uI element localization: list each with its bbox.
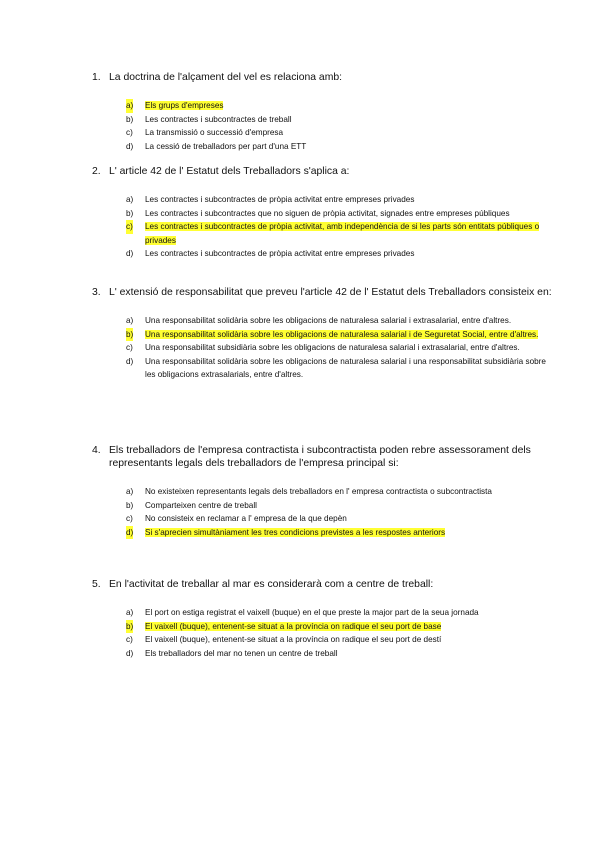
option-4d <box>92 526 552 540</box>
option-text: Els treballadors del mar no tenen un centre de treball <box>145 648 338 658</box>
option-letter: b) <box>126 620 133 634</box>
option-1a <box>92 99 552 113</box>
option-text: El port on estiga registrat el vaixell (buque) en el que preste la major part de la seua jornada <box>145 608 479 617</box>
option-3a <box>92 314 552 328</box>
question-number: 4. <box>92 445 101 456</box>
option-letter: b) <box>126 208 134 218</box>
option-letter: d) <box>126 141 134 151</box>
question-text: La doctrina de l'alçament del vel es relaciona amb: <box>109 72 343 83</box>
option-1b <box>92 113 552 127</box>
option-letter: b) <box>126 114 134 124</box>
option-4b <box>92 499 552 513</box>
option-2d <box>92 247 552 261</box>
option-letter: a) <box>126 316 134 325</box>
question-number: 3. <box>92 287 101 298</box>
question-text: L' article 42 de l' Estatut dels Treballadors s'aplica a: <box>109 166 350 177</box>
option-text-highlighted: El vaixell (buque), entenent-se situat a la província on radique el seu port de base <box>145 621 442 631</box>
option-letter: a) <box>126 99 133 113</box>
question-3 <box>92 286 552 382</box>
option-4c <box>92 512 552 526</box>
option-text: Comparteixen centre de treball <box>145 500 257 510</box>
option-2a <box>92 193 552 207</box>
option-text: El vaixell (buque), entenent-se situat a la província on radique el seu port de destí <box>145 635 442 644</box>
option-2b <box>92 207 552 221</box>
option-letter: a) <box>126 608 134 617</box>
option-list <box>92 314 552 382</box>
option-letter: c) <box>126 343 133 352</box>
option-4a <box>92 485 552 499</box>
option-text-highlighted: Si s'aprecien simultàniament les tres condicions previstes a les respostes anteriors <box>145 527 446 537</box>
option-letter: d) <box>126 356 134 366</box>
question-2 <box>92 165 552 261</box>
option-letter: c) <box>126 635 133 644</box>
option-text: No consisteix en reclamar a l' empresa de la que depèn <box>145 514 347 523</box>
option-letter: a) <box>126 195 134 204</box>
option-text: Les contractes i subcontractes de treball <box>145 114 292 124</box>
question-number: 1. <box>92 72 101 83</box>
option-5b <box>92 620 552 634</box>
option-letter: d) <box>126 648 134 658</box>
option-text: No existeixen representants legals dels treballadors en l' empresa contractista o subcontractista <box>145 487 492 496</box>
option-letter: c) <box>126 128 133 137</box>
option-1d <box>92 140 552 154</box>
option-letter: c) <box>126 220 133 234</box>
option-text-highlighted: Els grups d'empreses <box>145 101 224 110</box>
question-text: En l'activitat de treballar al mar es considerarà com a centre de treball: <box>109 579 434 590</box>
option-letter: a) <box>126 487 134 496</box>
option-2c <box>92 220 552 247</box>
option-5d <box>92 647 552 661</box>
option-list <box>92 99 552 153</box>
option-text: Les contractes i subcontractes de pròpia activitat entre empreses privades <box>145 195 415 204</box>
option-list <box>92 193 552 261</box>
question-header <box>92 286 552 299</box>
option-letter: b) <box>126 500 134 510</box>
option-letter: c) <box>126 514 133 523</box>
option-text: La transmissió o successió d'empresa <box>145 128 284 137</box>
option-text: Les contractes i subcontractes de pròpia activitat entre empreses privades <box>145 249 415 258</box>
option-text-highlighted: Una responsabilitat solidària sobre les obligacions de naturalesa salarial i de Seguretat Social, entre d'altres. <box>145 329 539 339</box>
question-header <box>92 444 552 470</box>
question-number: 5. <box>92 579 101 590</box>
option-list <box>92 606 552 660</box>
option-text: La cessió de treballadors per part d'una ETT <box>145 141 307 151</box>
question-1 <box>92 71 552 153</box>
question-number: 2. <box>92 166 101 177</box>
option-letter: b) <box>126 328 133 342</box>
option-letter: d) <box>126 526 133 540</box>
option-1c <box>92 126 552 140</box>
option-text: Una responsabilitat solidària sobre les obligacions de naturalesa salarial i una responsabilitat subsidiària sobre les obligacions extrasalarials, entre d'altres. <box>145 356 546 379</box>
question-text: Els treballadors de l'empresa contractista i subcontractista poden rebre assessorament dels representants legals dels treballadors de l'empresa principal si: <box>109 445 531 469</box>
option-text: Les contractes i subcontractes que no siguen de pròpia activitat, signades entre empreses públiques <box>145 208 510 218</box>
option-text-highlighted: Les contractes i subcontractes de pròpia activitat, amb independència de si les parts són entitats públiques o privades <box>145 222 540 245</box>
option-3c <box>92 341 552 355</box>
option-3b <box>92 328 552 342</box>
option-3d <box>92 355 552 382</box>
option-5a <box>92 606 552 620</box>
option-letter: d) <box>126 249 134 258</box>
question-5 <box>92 578 552 660</box>
option-list <box>92 485 552 539</box>
question-header <box>92 71 552 84</box>
question-header <box>92 578 552 591</box>
option-text: Una responsabilitat solidària sobre les obligacions de naturalesa salarial i extrasalarial, entre d'altres. <box>145 316 512 325</box>
question-header <box>92 165 552 178</box>
option-text: Una responsabilitat subsidiària sobre les obligacions de naturalesa salarial i extrasalarial, entre d'altres. <box>145 343 520 352</box>
question-4 <box>92 444 552 539</box>
question-text: L' extensió de responsabilitat que preveu l'article 42 de l' Estatut dels Treballadors consisteix en: <box>109 287 552 298</box>
option-5c <box>92 633 552 647</box>
